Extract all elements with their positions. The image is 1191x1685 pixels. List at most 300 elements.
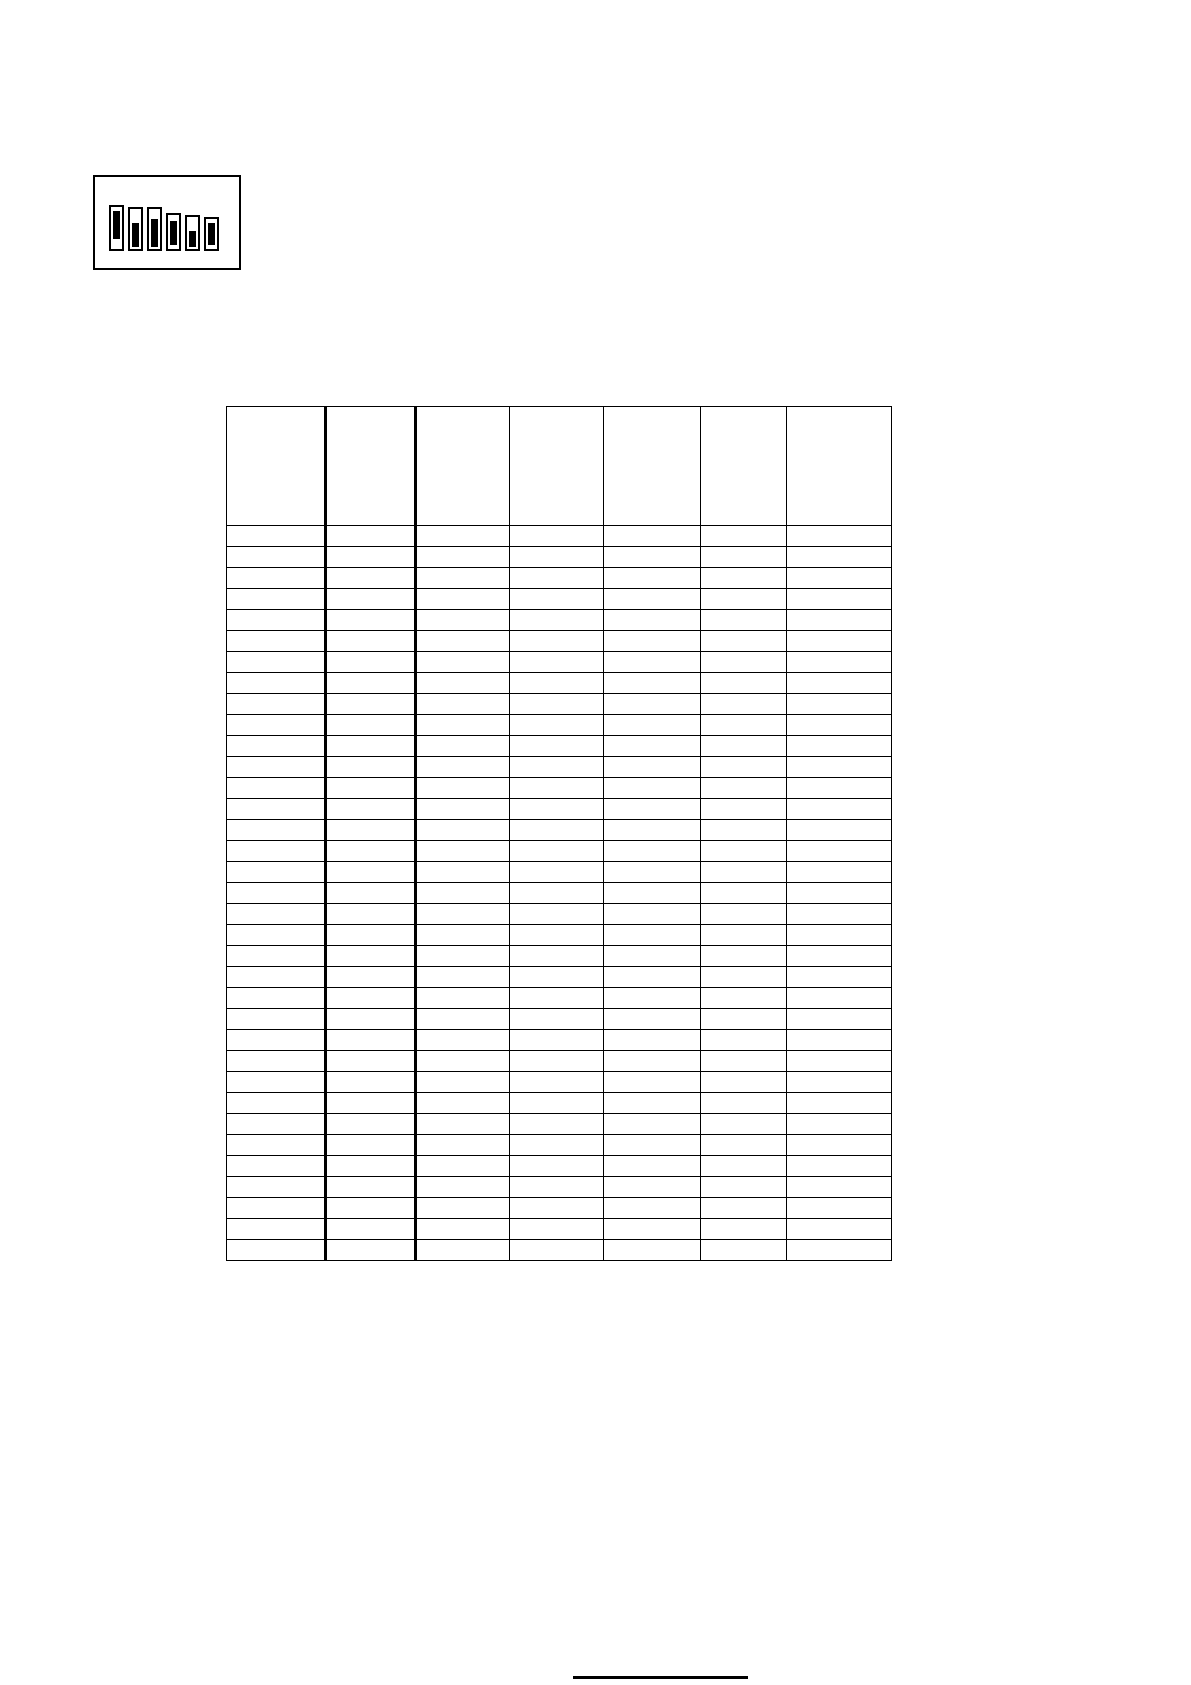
table-cell xyxy=(604,778,701,799)
table-cell xyxy=(786,1219,891,1240)
table-row xyxy=(227,1051,892,1072)
table-cell xyxy=(415,526,509,547)
table-row xyxy=(227,820,892,841)
table-cell xyxy=(786,694,891,715)
table-row xyxy=(227,967,892,988)
table-cell xyxy=(604,652,701,673)
table-cell xyxy=(701,652,786,673)
table-cell xyxy=(786,1114,891,1135)
table-cell xyxy=(326,715,415,736)
table-cell xyxy=(227,1009,326,1030)
table-cell xyxy=(604,547,701,568)
logo-bar xyxy=(185,215,200,251)
table-cell xyxy=(227,547,326,568)
table-cell xyxy=(415,568,509,589)
table-cell xyxy=(415,547,509,568)
table-cell xyxy=(786,526,891,547)
table-cell xyxy=(701,589,786,610)
table-cell xyxy=(786,652,891,673)
table-cell xyxy=(227,820,326,841)
table-cell xyxy=(326,820,415,841)
table-cell xyxy=(415,736,509,757)
table-cell xyxy=(604,841,701,862)
table-cell xyxy=(786,547,891,568)
table-cell xyxy=(415,631,509,652)
table-cell xyxy=(604,1114,701,1135)
table-cell xyxy=(509,1219,603,1240)
table-cell xyxy=(415,904,509,925)
table-cell xyxy=(326,841,415,862)
table-row xyxy=(227,988,892,1009)
table-cell xyxy=(509,967,603,988)
table-cell xyxy=(701,778,786,799)
table-cell xyxy=(786,589,891,610)
table-cell xyxy=(786,778,891,799)
table-cell xyxy=(509,652,603,673)
table-cell xyxy=(326,1051,415,1072)
table-cell xyxy=(701,1009,786,1030)
column-header xyxy=(326,407,415,526)
table-cell xyxy=(701,673,786,694)
table-cell xyxy=(415,862,509,883)
table-cell xyxy=(415,1009,509,1030)
logo-bar xyxy=(166,213,181,251)
table-cell xyxy=(701,883,786,904)
table-cell xyxy=(604,799,701,820)
table-cell xyxy=(227,1177,326,1198)
table-cell xyxy=(509,757,603,778)
table-cell xyxy=(604,946,701,967)
table-cell xyxy=(227,1156,326,1177)
table-cell xyxy=(604,1072,701,1093)
table-cell xyxy=(786,820,891,841)
table-cell xyxy=(326,736,415,757)
table-cell xyxy=(509,673,603,694)
table-cell xyxy=(786,841,891,862)
table-cell xyxy=(509,1240,603,1261)
table-cell xyxy=(227,883,326,904)
column-header xyxy=(701,407,786,526)
table-row xyxy=(227,652,892,673)
table-cell xyxy=(509,1114,603,1135)
table-row xyxy=(227,673,892,694)
table-cell xyxy=(786,925,891,946)
table-row xyxy=(227,1177,892,1198)
table-cell xyxy=(604,568,701,589)
table-cell xyxy=(509,1051,603,1072)
table-cell xyxy=(786,799,891,820)
table-cell xyxy=(509,1009,603,1030)
table-row xyxy=(227,736,892,757)
table-cell xyxy=(604,673,701,694)
table-cell xyxy=(415,1030,509,1051)
table-row xyxy=(227,631,892,652)
table-cell xyxy=(415,925,509,946)
table-cell xyxy=(509,526,603,547)
table-cell xyxy=(604,967,701,988)
table-cell xyxy=(326,1009,415,1030)
table-row xyxy=(227,778,892,799)
table-cell xyxy=(227,1051,326,1072)
table-cell xyxy=(227,925,326,946)
table-cell xyxy=(227,1114,326,1135)
table-cell xyxy=(326,1114,415,1135)
table-row xyxy=(227,799,892,820)
table-body xyxy=(227,526,892,1261)
table-cell xyxy=(227,568,326,589)
table-cell xyxy=(604,1240,701,1261)
table-cell xyxy=(509,1156,603,1177)
column-header xyxy=(786,407,891,526)
table-cell xyxy=(415,757,509,778)
table-cell xyxy=(326,568,415,589)
table-cell xyxy=(227,715,326,736)
table-cell xyxy=(701,694,786,715)
table-row xyxy=(227,694,892,715)
logo-box xyxy=(93,175,241,270)
table-cell xyxy=(227,1240,326,1261)
table-cell xyxy=(701,904,786,925)
table-cell xyxy=(786,946,891,967)
table-cell xyxy=(326,967,415,988)
table-cell xyxy=(509,904,603,925)
table-cell xyxy=(509,841,603,862)
table-cell xyxy=(604,589,701,610)
table-cell xyxy=(326,883,415,904)
table-cell xyxy=(786,1240,891,1261)
table-cell xyxy=(786,1177,891,1198)
table-cell xyxy=(227,757,326,778)
table-cell xyxy=(701,1240,786,1261)
table-cell xyxy=(786,1135,891,1156)
table-cell xyxy=(326,946,415,967)
table-cell xyxy=(701,568,786,589)
table-row xyxy=(227,925,892,946)
table-cell xyxy=(415,946,509,967)
table-cell xyxy=(786,1198,891,1219)
table-cell xyxy=(786,1072,891,1093)
table-row xyxy=(227,1219,892,1240)
table-cell xyxy=(786,904,891,925)
table-cell xyxy=(415,1219,509,1240)
table-cell xyxy=(227,526,326,547)
table-cell xyxy=(227,1072,326,1093)
table-cell xyxy=(326,610,415,631)
table-cell xyxy=(604,1051,701,1072)
table-cell xyxy=(604,1009,701,1030)
table-cell xyxy=(509,799,603,820)
table-cell xyxy=(326,1072,415,1093)
table-cell xyxy=(604,862,701,883)
table-cell xyxy=(415,715,509,736)
table-cell xyxy=(509,1177,603,1198)
table-cell xyxy=(326,925,415,946)
table-row xyxy=(227,589,892,610)
table-cell xyxy=(509,1072,603,1093)
table-cell xyxy=(786,967,891,988)
table-cell xyxy=(227,778,326,799)
table-row xyxy=(227,610,892,631)
column-header xyxy=(604,407,701,526)
table-cell xyxy=(604,757,701,778)
table-cell xyxy=(701,736,786,757)
table-cell xyxy=(326,1030,415,1051)
table-cell xyxy=(509,694,603,715)
table-cell xyxy=(604,1198,701,1219)
table-cell xyxy=(509,862,603,883)
table-cell xyxy=(786,862,891,883)
table-cell xyxy=(701,547,786,568)
table-row xyxy=(227,1093,892,1114)
table-cell xyxy=(415,967,509,988)
table-cell xyxy=(786,1156,891,1177)
table-cell xyxy=(415,841,509,862)
table-cell xyxy=(227,988,326,1009)
logo-bar xyxy=(147,207,162,251)
table-cell xyxy=(326,862,415,883)
logo-bar xyxy=(204,217,219,251)
table-cell xyxy=(701,631,786,652)
table-cell xyxy=(604,694,701,715)
table-cell xyxy=(415,799,509,820)
table-cell xyxy=(604,1219,701,1240)
table-cell xyxy=(227,673,326,694)
table-cell xyxy=(786,673,891,694)
table-cell xyxy=(604,1135,701,1156)
table-row xyxy=(227,946,892,967)
table-cell xyxy=(227,967,326,988)
table-cell xyxy=(227,1030,326,1051)
table-cell xyxy=(326,799,415,820)
table-cell xyxy=(604,736,701,757)
table-cell xyxy=(701,820,786,841)
table-cell xyxy=(326,631,415,652)
table-cell xyxy=(701,715,786,736)
table-row xyxy=(227,841,892,862)
table-cell xyxy=(701,1198,786,1219)
table-cell xyxy=(604,1093,701,1114)
table-cell xyxy=(415,1198,509,1219)
table-cell xyxy=(326,526,415,547)
table-row xyxy=(227,526,892,547)
table-cell xyxy=(604,1156,701,1177)
table-cell xyxy=(415,778,509,799)
table-cell xyxy=(227,1093,326,1114)
table-cell xyxy=(509,736,603,757)
table-header-row xyxy=(227,407,892,526)
table-cell xyxy=(326,988,415,1009)
table-cell xyxy=(326,694,415,715)
table-cell xyxy=(701,1135,786,1156)
column-header xyxy=(415,407,509,526)
table-cell xyxy=(701,841,786,862)
table-cell xyxy=(227,799,326,820)
table-cell xyxy=(227,862,326,883)
table-cell xyxy=(326,1240,415,1261)
table-cell xyxy=(786,631,891,652)
table-cell xyxy=(701,967,786,988)
logo-bar xyxy=(109,205,124,251)
table-cell xyxy=(701,526,786,547)
table-cell xyxy=(509,589,603,610)
table-cell xyxy=(509,631,603,652)
table-cell xyxy=(415,610,509,631)
table-row xyxy=(227,568,892,589)
table-cell xyxy=(326,1135,415,1156)
table-cell xyxy=(701,1030,786,1051)
table-cell xyxy=(227,589,326,610)
table-cell xyxy=(701,1072,786,1093)
table-cell xyxy=(415,1093,509,1114)
table-cell xyxy=(227,1198,326,1219)
table-cell xyxy=(786,736,891,757)
table-cell xyxy=(786,883,891,904)
table-cell xyxy=(604,1177,701,1198)
table-row xyxy=(227,1114,892,1135)
table-cell xyxy=(701,1177,786,1198)
table-cell xyxy=(415,988,509,1009)
table-cell xyxy=(701,757,786,778)
table-cell xyxy=(786,988,891,1009)
table-row xyxy=(227,862,892,883)
table-cell xyxy=(509,778,603,799)
table-cell xyxy=(326,1093,415,1114)
footer-rule xyxy=(573,1676,748,1679)
table-cell xyxy=(701,1051,786,1072)
table-cell xyxy=(326,1219,415,1240)
table-cell xyxy=(604,526,701,547)
table-cell xyxy=(227,1219,326,1240)
table-cell xyxy=(509,547,603,568)
table-cell xyxy=(415,883,509,904)
table-cell xyxy=(227,694,326,715)
logo-bar xyxy=(128,207,143,251)
table-cell xyxy=(604,610,701,631)
table-cell xyxy=(509,883,603,904)
table-cell xyxy=(509,568,603,589)
table-cell xyxy=(326,1198,415,1219)
table-cell xyxy=(604,988,701,1009)
table-cell xyxy=(326,1156,415,1177)
table-cell xyxy=(786,1093,891,1114)
table-cell xyxy=(227,610,326,631)
data-table xyxy=(226,406,892,1261)
table-cell xyxy=(326,673,415,694)
table-row xyxy=(227,757,892,778)
table-cell xyxy=(227,1135,326,1156)
table-row xyxy=(227,1240,892,1261)
table-cell xyxy=(701,799,786,820)
table-cell xyxy=(326,652,415,673)
table-cell xyxy=(604,715,701,736)
table-row xyxy=(227,1198,892,1219)
table-cell xyxy=(701,1219,786,1240)
table-cell xyxy=(604,820,701,841)
table-cell xyxy=(509,946,603,967)
column-header xyxy=(509,407,603,526)
table-row xyxy=(227,1135,892,1156)
table-cell xyxy=(509,1198,603,1219)
table-row xyxy=(227,904,892,925)
table-cell xyxy=(227,652,326,673)
table-cell xyxy=(326,547,415,568)
table-cell xyxy=(415,694,509,715)
table-cell xyxy=(786,610,891,631)
table-cell xyxy=(786,1030,891,1051)
table-cell xyxy=(415,820,509,841)
table-cell xyxy=(604,883,701,904)
table-cell xyxy=(604,904,701,925)
table-cell xyxy=(415,589,509,610)
table-cell xyxy=(326,904,415,925)
table-cell xyxy=(415,1156,509,1177)
table-header xyxy=(227,407,892,526)
table-cell xyxy=(509,1135,603,1156)
table-cell xyxy=(509,820,603,841)
table-cell xyxy=(786,1051,891,1072)
table-cell xyxy=(701,1114,786,1135)
table-row xyxy=(227,1156,892,1177)
table-cell xyxy=(509,610,603,631)
table-cell xyxy=(509,925,603,946)
table-cell xyxy=(786,568,891,589)
table-cell xyxy=(786,715,891,736)
table-cell xyxy=(415,1114,509,1135)
table-cell xyxy=(227,841,326,862)
table-cell xyxy=(786,1009,891,1030)
table-cell xyxy=(415,1135,509,1156)
table-cell xyxy=(415,1177,509,1198)
table-row xyxy=(227,883,892,904)
table-cell xyxy=(604,1030,701,1051)
table-cell xyxy=(227,736,326,757)
table-cell xyxy=(701,988,786,1009)
table-cell xyxy=(509,1030,603,1051)
table-cell xyxy=(786,757,891,778)
table-cell xyxy=(415,652,509,673)
table-cell xyxy=(509,715,603,736)
table-cell xyxy=(227,904,326,925)
table-cell xyxy=(415,1051,509,1072)
table-cell xyxy=(415,673,509,694)
table-row xyxy=(227,1030,892,1051)
equalizer-logo xyxy=(109,199,229,251)
table-cell xyxy=(701,925,786,946)
table-cell xyxy=(326,589,415,610)
table-cell xyxy=(415,1240,509,1261)
column-header xyxy=(227,407,326,526)
table-cell xyxy=(701,610,786,631)
table-cell xyxy=(701,1093,786,1114)
table-cell xyxy=(326,778,415,799)
table-cell xyxy=(701,946,786,967)
table-row xyxy=(227,1009,892,1030)
table-cell xyxy=(415,1072,509,1093)
table-cell xyxy=(227,631,326,652)
table-row xyxy=(227,1072,892,1093)
table-cell xyxy=(509,988,603,1009)
table-row xyxy=(227,715,892,736)
table-cell xyxy=(604,631,701,652)
table-cell xyxy=(701,862,786,883)
table-cell xyxy=(604,925,701,946)
table-cell xyxy=(509,1093,603,1114)
table-cell xyxy=(227,946,326,967)
table-row xyxy=(227,547,892,568)
table-cell xyxy=(326,757,415,778)
table-cell xyxy=(701,1156,786,1177)
table-cell xyxy=(326,1177,415,1198)
